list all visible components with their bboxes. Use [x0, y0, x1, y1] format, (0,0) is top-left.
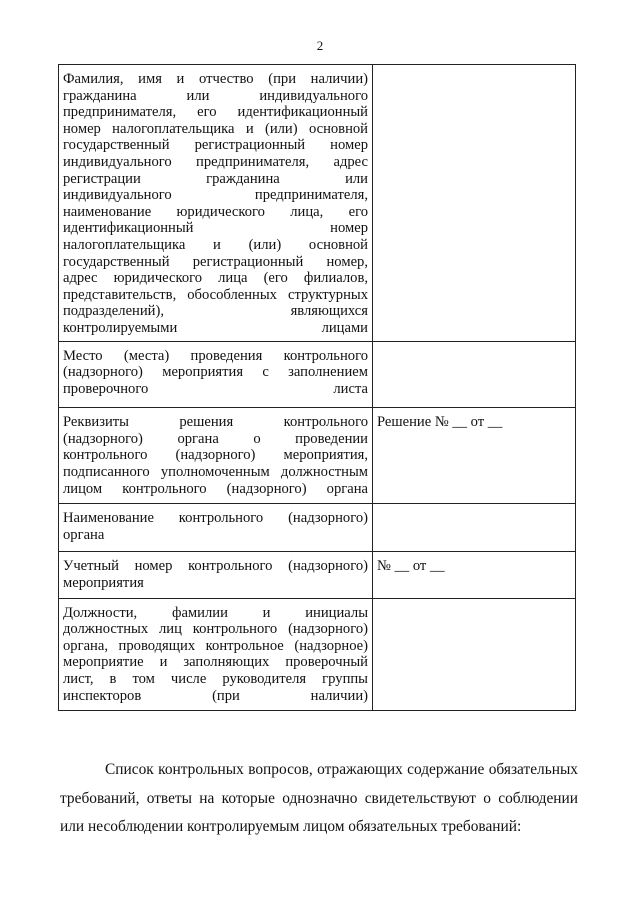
page-number: 2 [316, 38, 324, 53]
row-label-line: мероприятие и заполняющих проверочный [63, 654, 368, 671]
row-label-line: представительств, обособленных структурных [63, 286, 368, 303]
row-label-line: подразделений), являющихся [63, 303, 368, 320]
row-value-cell[interactable] [373, 504, 576, 552]
row-label-line: должностных лиц контрольного (надзорного) [63, 621, 368, 638]
row-value-cell[interactable] [373, 598, 576, 711]
row-label-line: проверочного листа [63, 380, 368, 397]
inspection-details-table [58, 64, 576, 711]
row-value-cell[interactable] [373, 341, 576, 408]
row-label-line: (надзорного) мероприятия с заполнением [63, 364, 368, 381]
row-label-line: государственный регистрационный номер, [63, 253, 368, 270]
row-label-line: лицом контрольного (надзорного) органа [63, 480, 368, 497]
row-label-line: индивидуального предпринимателя, [63, 187, 368, 204]
row-label-line: контрольного (надзорного) мероприятия, [63, 447, 368, 464]
row-label-cell [59, 341, 373, 408]
row-label-line: подписанного уполномоченным должностным [63, 464, 368, 481]
row-label-line: Учетный номер контрольного (надзорного) [63, 558, 368, 575]
row-label-line: Реквизиты решения контрольного [63, 414, 368, 431]
row-label-line: Фамилия, имя и отчество (при наличии) [63, 71, 368, 87]
row-label-line: лист, в том числе руководителя группы [63, 671, 368, 687]
table-row [59, 408, 576, 504]
row-value-cell[interactable]: Решение № __ от __ [373, 408, 576, 504]
row-label-cell [59, 552, 373, 598]
row-label-line: инспекторов (при наличии) [63, 687, 368, 704]
row-label-cell [59, 408, 373, 504]
row-label-line: идентификационный номер [63, 220, 368, 237]
row-label-line: мероприятия [63, 575, 144, 592]
row-label-line: индивидуального предпринимателя, адрес [63, 153, 368, 170]
row-label-line: наименование юридического лица, его [63, 203, 368, 220]
row-label-line: государственный регистрационный номер [63, 137, 368, 154]
row-label-cell [59, 65, 373, 342]
row-label-line: гражданина или индивидуального [63, 87, 368, 104]
row-label-line: Наименование контрольного (надзорного) [63, 510, 368, 527]
checklist-intro [60, 756, 578, 842]
row-label-line: Должности, фамилии и инициалы [63, 604, 368, 621]
checklist-intro-text: Список контрольных вопросов, отражающих содержание обязательных требований, ответы на которые однозначно свидетельствуют о соблюдении или несоблюдении контролируемым лицом обязательных требований: [60, 761, 578, 835]
row-label-line: органа, проводящих контрольное (надзорное) [63, 637, 368, 654]
row-label-line: адрес юридического лица (его филиалов, [63, 270, 368, 287]
row-label-line: налогоплательщика и (или) основной [63, 236, 368, 253]
row-label-line: (надзорного) органа о проведении [63, 430, 368, 447]
table-row [59, 598, 576, 711]
row-label-line: органа [63, 526, 105, 543]
row-label-line: Место (места) проведения контрольного [63, 347, 368, 364]
table-row [59, 341, 576, 408]
row-label-line: предпринимателя, его идентификационный [63, 104, 368, 121]
row-label-cell [59, 598, 373, 711]
row-label-line: контролируемыми лицами [63, 319, 368, 336]
row-value-cell[interactable]: № __ от __ [373, 552, 576, 598]
row-label-cell [59, 504, 373, 552]
table-row [59, 504, 576, 552]
table-row [59, 552, 576, 598]
table-row [59, 65, 576, 342]
row-value-cell[interactable] [373, 65, 576, 342]
row-label-line: номер налогоплательщика и (или) основной [63, 120, 368, 137]
row-label-line: регистрации гражданина или [63, 170, 368, 187]
